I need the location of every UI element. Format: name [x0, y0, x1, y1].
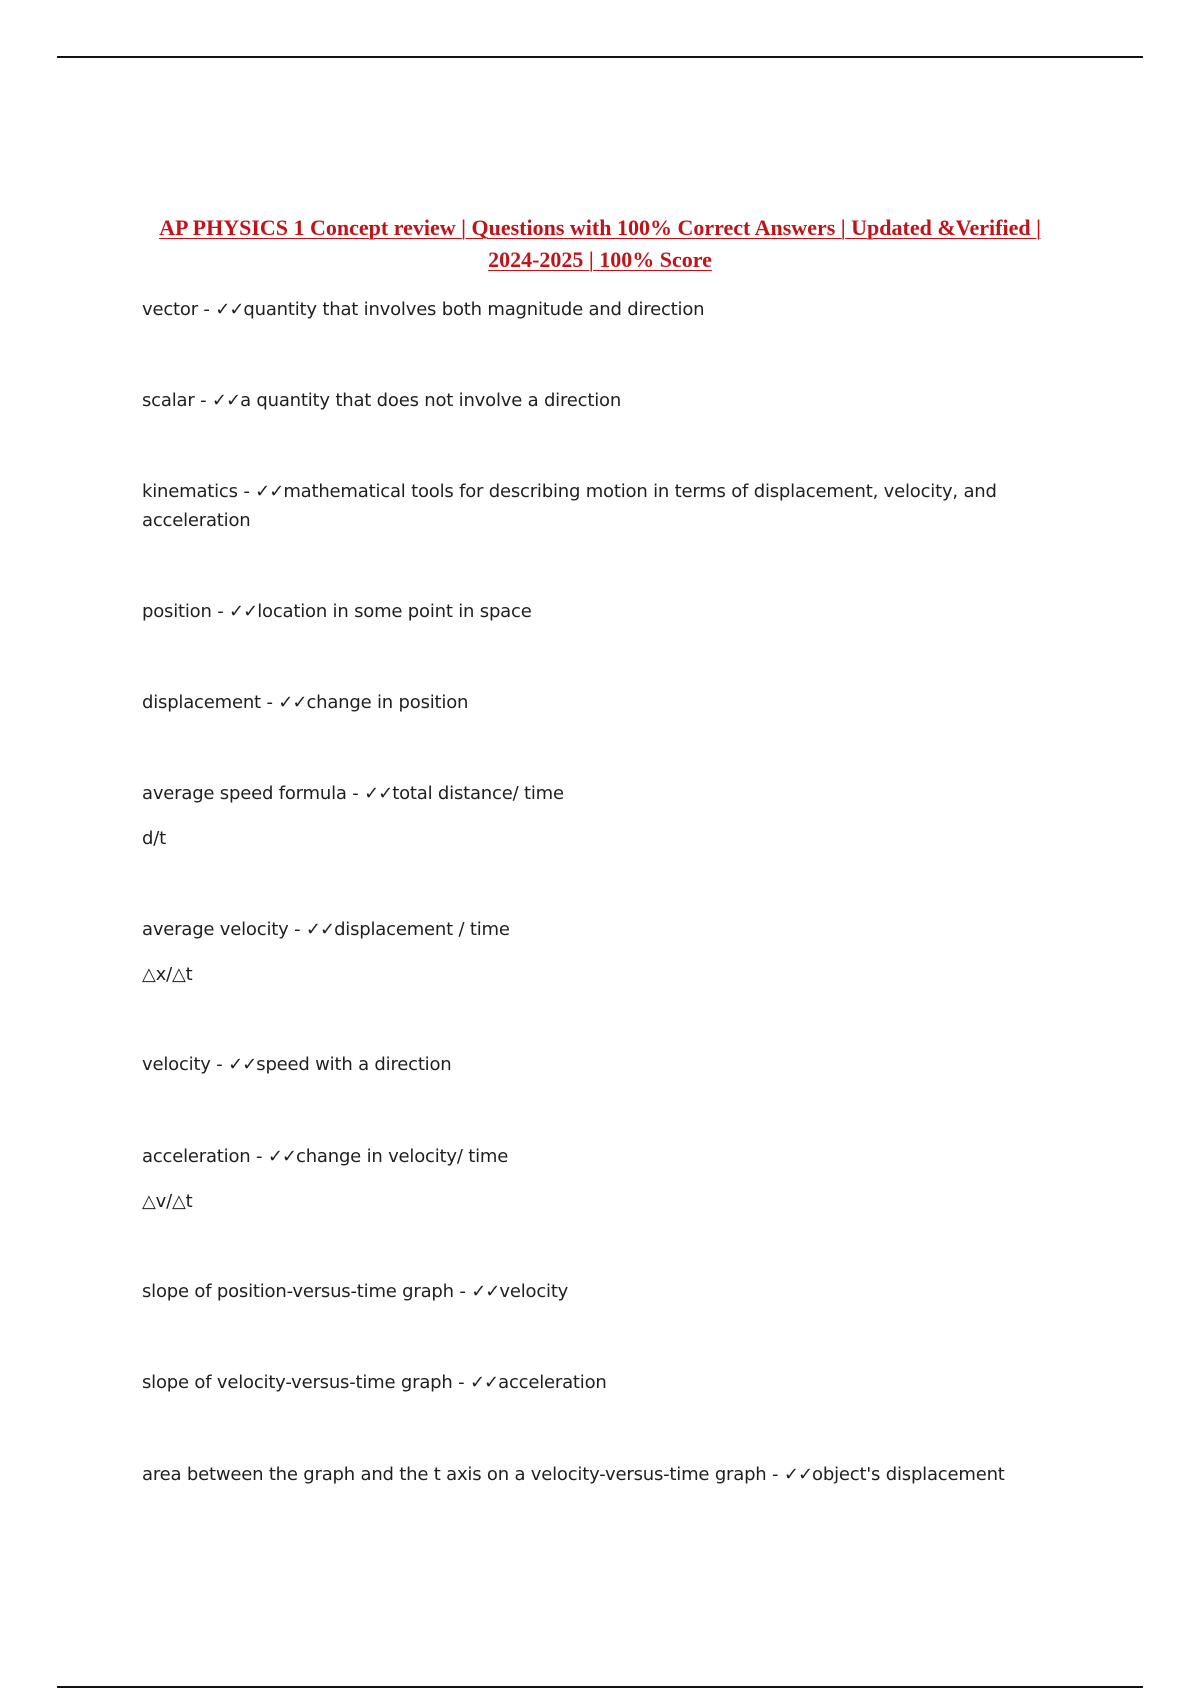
- definition: location in some point in space: [257, 601, 532, 622]
- check-mark-icon: ✓✓: [229, 601, 258, 622]
- definition: speed with a direction: [256, 1054, 452, 1075]
- separator: -: [260, 692, 279, 713]
- separator: -: [250, 1146, 268, 1167]
- qa-entry-kinematics: [142, 477, 1042, 535]
- term: velocity: [142, 1054, 211, 1075]
- separator: -: [452, 1372, 470, 1393]
- term: acceleration: [142, 1146, 251, 1167]
- separator: -: [453, 1281, 472, 1302]
- document-title: AP PHYSICS 1 Concept review | Questions with 100% Correct Answers | Updated &Verified | 2024-2025 | 100% Score: [159, 215, 1041, 272]
- definition-continued: acceleration: [142, 510, 251, 531]
- term: vector: [142, 299, 198, 320]
- definition: total distance/ time: [392, 783, 564, 804]
- term: slope of position-versus-time graph: [142, 1281, 454, 1302]
- formula: △x/△t: [142, 964, 193, 985]
- definition: change in velocity/ time: [296, 1146, 509, 1167]
- formula: △v/△t: [142, 1191, 193, 1212]
- separator: -: [766, 1464, 784, 1485]
- qa-entry-slope-position-time: [142, 1277, 1042, 1306]
- separator: -: [210, 1054, 229, 1075]
- qa-entry-acceleration: [142, 1142, 1042, 1216]
- definition: object's displacement: [812, 1464, 1005, 1485]
- separator: -: [211, 601, 230, 622]
- check-mark-icon: ✓✓: [228, 1054, 257, 1075]
- check-mark-icon: ✓✓: [278, 692, 307, 713]
- separator: -: [197, 299, 216, 320]
- term: displacement: [142, 692, 261, 713]
- separator: -: [346, 783, 365, 804]
- term: scalar: [142, 390, 195, 411]
- qa-entry-average-speed-formula: [142, 779, 1042, 853]
- definition: displacement / time: [334, 919, 510, 940]
- qa-entry-average-velocity: [142, 915, 1042, 989]
- check-mark-icon: ✓✓: [255, 481, 284, 502]
- check-mark-icon: ✓✓: [211, 390, 241, 411]
- definition: mathematical tools for describing motion in terms of displacement, velocity, and: [283, 481, 997, 502]
- qa-entry-velocity: [142, 1050, 1042, 1079]
- term: average speed formula: [142, 783, 347, 804]
- term: position: [142, 601, 212, 622]
- qa-entry-scalar: [142, 386, 1042, 415]
- definition: quantity that involves both magnitude and direction: [243, 299, 705, 320]
- check-mark-icon: ✓✓: [305, 919, 335, 940]
- separator: -: [288, 919, 306, 940]
- check-mark-icon: ✓✓: [215, 299, 244, 320]
- qa-entry-vector: [142, 295, 1042, 324]
- check-mark-icon: ✓✓: [364, 783, 393, 804]
- check-mark-icon: ✓✓: [471, 1281, 500, 1302]
- term: slope of velocity-versus-time graph: [142, 1372, 453, 1393]
- definition: a quantity that does not involve a direction: [240, 390, 622, 411]
- qa-entry-area-under-velocity-graph: [142, 1460, 1042, 1489]
- definition: acceleration: [498, 1372, 607, 1393]
- qa-entry-slope-velocity-time: [142, 1368, 1042, 1397]
- definition: velocity: [499, 1281, 569, 1302]
- check-mark-icon: ✓✓: [783, 1464, 813, 1485]
- term: area between the graph and the t axis on a velocity-versus-time graph: [142, 1464, 767, 1485]
- term: kinematics: [142, 481, 238, 502]
- check-mark-icon: ✓✓: [267, 1146, 296, 1167]
- bottom-rule: [57, 1686, 1143, 1688]
- qa-entry-position: [142, 597, 1042, 626]
- formula: d/t: [142, 828, 166, 849]
- term: average velocity: [142, 919, 289, 940]
- check-mark-icon: ✓✓: [469, 1372, 499, 1393]
- separator: -: [237, 481, 256, 502]
- definition: change in position: [306, 692, 469, 713]
- separator: -: [194, 390, 212, 411]
- top-rule: [57, 56, 1143, 58]
- qa-entry-displacement: [142, 688, 1042, 717]
